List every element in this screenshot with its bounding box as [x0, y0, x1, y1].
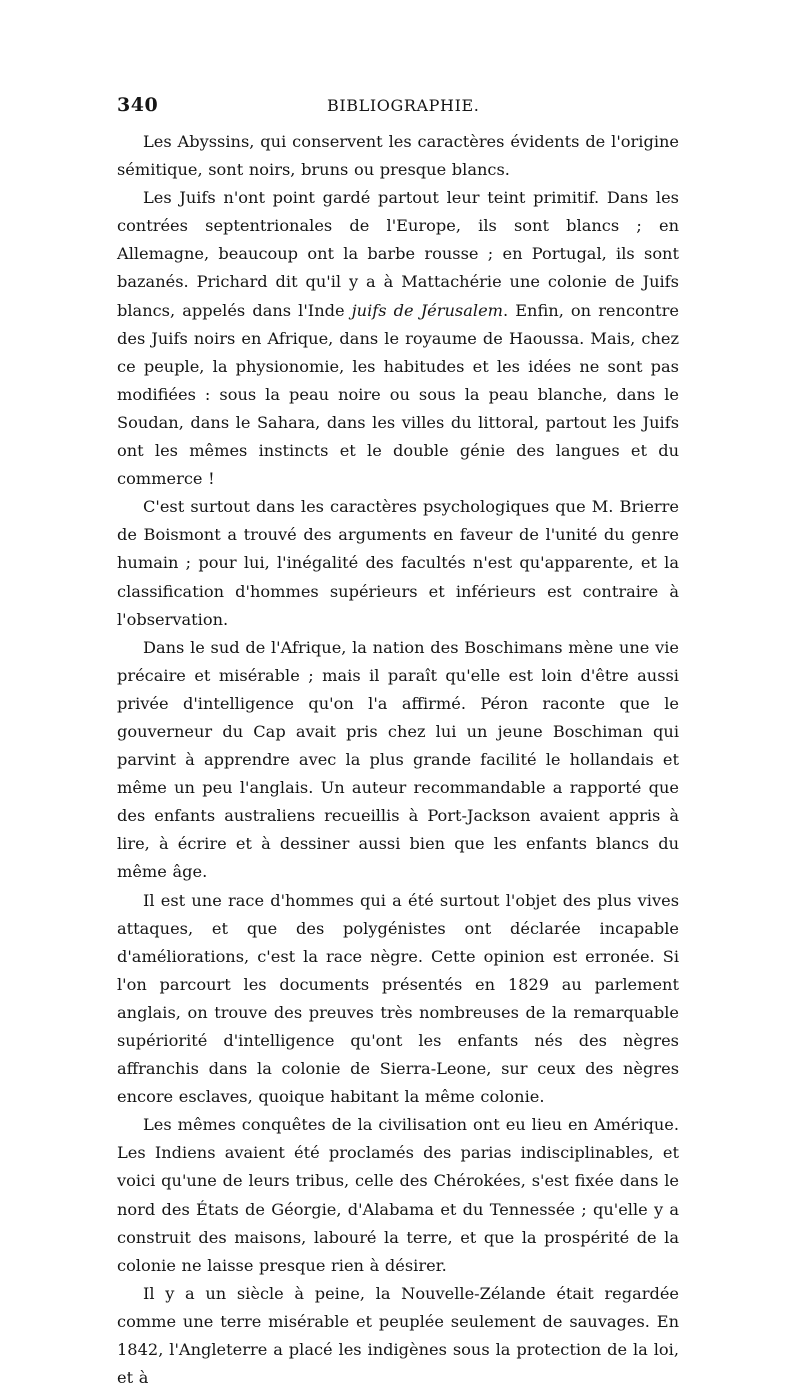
page-number: 340: [117, 94, 159, 116]
paragraph-boschimans: Dans le sud de l'Afrique, la nation des Boschimans mène une vie précaire et misérable ; mais il paraît qu'elle est loin d'être aussi privée d'intelligence qu'on l'a affirmé. Péron raconte que le gouverneur du Cap avait pris chez lui un jeune Boschiman qui parvint à apprendre avec la plus grande facilité le hollandais et même un peu l'anglais. Un auteur recommandable a rapporté que des enfants australiens recueillis à Port-Jackson avaient appris à lire, à écrire et à dessiner aussi bien que les enfants blancs du même âge.: [117, 637, 679, 882]
body-text: [117, 128, 679, 1392]
paragraph-amerique: Les mêmes conquêtes de la civilisation ont eu lieu en Amérique. Les Indiens avaient été proclamés des parias indisciplinables, et voici qu'une de leurs tribus, celle des Chérokées, s'est fixée dans le nord des États de Géorgie, d'Alabama et du Tennessée ; qu'elle y a construit des maisons, labouré la terre, et que la prospérité de la colonie ne laisse presque rien à désirer.: [117, 1115, 679, 1275]
paragraph-juifs-text-after: . Enfin, on rencontre des Juifs noirs en Afrique, dans le royaume de Haoussa. Mais, chez ce peuple, la physionomie, les habitudes et les idées ne sont pas modifiées : sous la peau noire ou sous la peau blanche, dans le Soudan, dans le Sahara, dans les villes du littoral, partout les Juifs ont les mêmes instincts et le double génie des langues et du commerce !: [117, 300, 679, 489]
paragraph-juifs: [117, 184, 679, 493]
page-header: [117, 94, 677, 120]
paragraph-abyssins: Les Abyssins, qui conservent les caractères évidents de l'origine sémitique, sont noirs, bruns ou presque blancs.: [117, 132, 679, 180]
paragraph-juifs-italic: juifs de Jérusalem: [351, 300, 503, 320]
paragraph-juifs-text-before: Les Juifs n'ont point gardé partout leur teint primitif. Dans les contrées septentrionales de l'Europe, ils sont blancs ; en Allemagne, beaucoup ont la barbe rousse ; en Portugal, ils sont bazanés. Prichard dit qu'il y a à Mattachérie une colonie de Juifs blancs, appelés dans l'Inde: [117, 188, 679, 320]
paragraph-psychologiques: C'est surtout dans les caractères psychologiques que M. Brierre de Boismont a trouvé des arguments en faveur de l'unité du genre humain ; pour lui, l'inégalité des facultés n'est qu'apparente, et la classification d'hommes supérieurs et inférieurs est contraire à l'observation.: [117, 497, 679, 629]
running-head: BIBLIOGRAPHIE.: [327, 96, 480, 115]
paragraph-nouvelle-zelande: Il y a un siècle à peine, la Nouvelle-Zélande était regardée comme une terre misérable et peuplée seulement de sauvages. En 1842, l'Angleterre a placé les indigènes sous la protection de la loi, et à: [117, 1283, 679, 1388]
paragraph-race-negre: Il est une race d'hommes qui a été surtout l'objet des plus vives attaques, et que des polygénistes ont déclarée incapable d'améliorations, c'est la race nègre. Cette opinion est erronée. Si l'on parcourt les documents présentés en 1829 au parlement anglais, on trouve des preuves très nombreuses de la remarquable supériorité d'intelligence qu'ont les enfants nés des nègres affranchis dans la colonie de Sierra-Leone, sur ceux des nègres encore esclaves, quoique habitant la même colonie.: [117, 890, 679, 1107]
